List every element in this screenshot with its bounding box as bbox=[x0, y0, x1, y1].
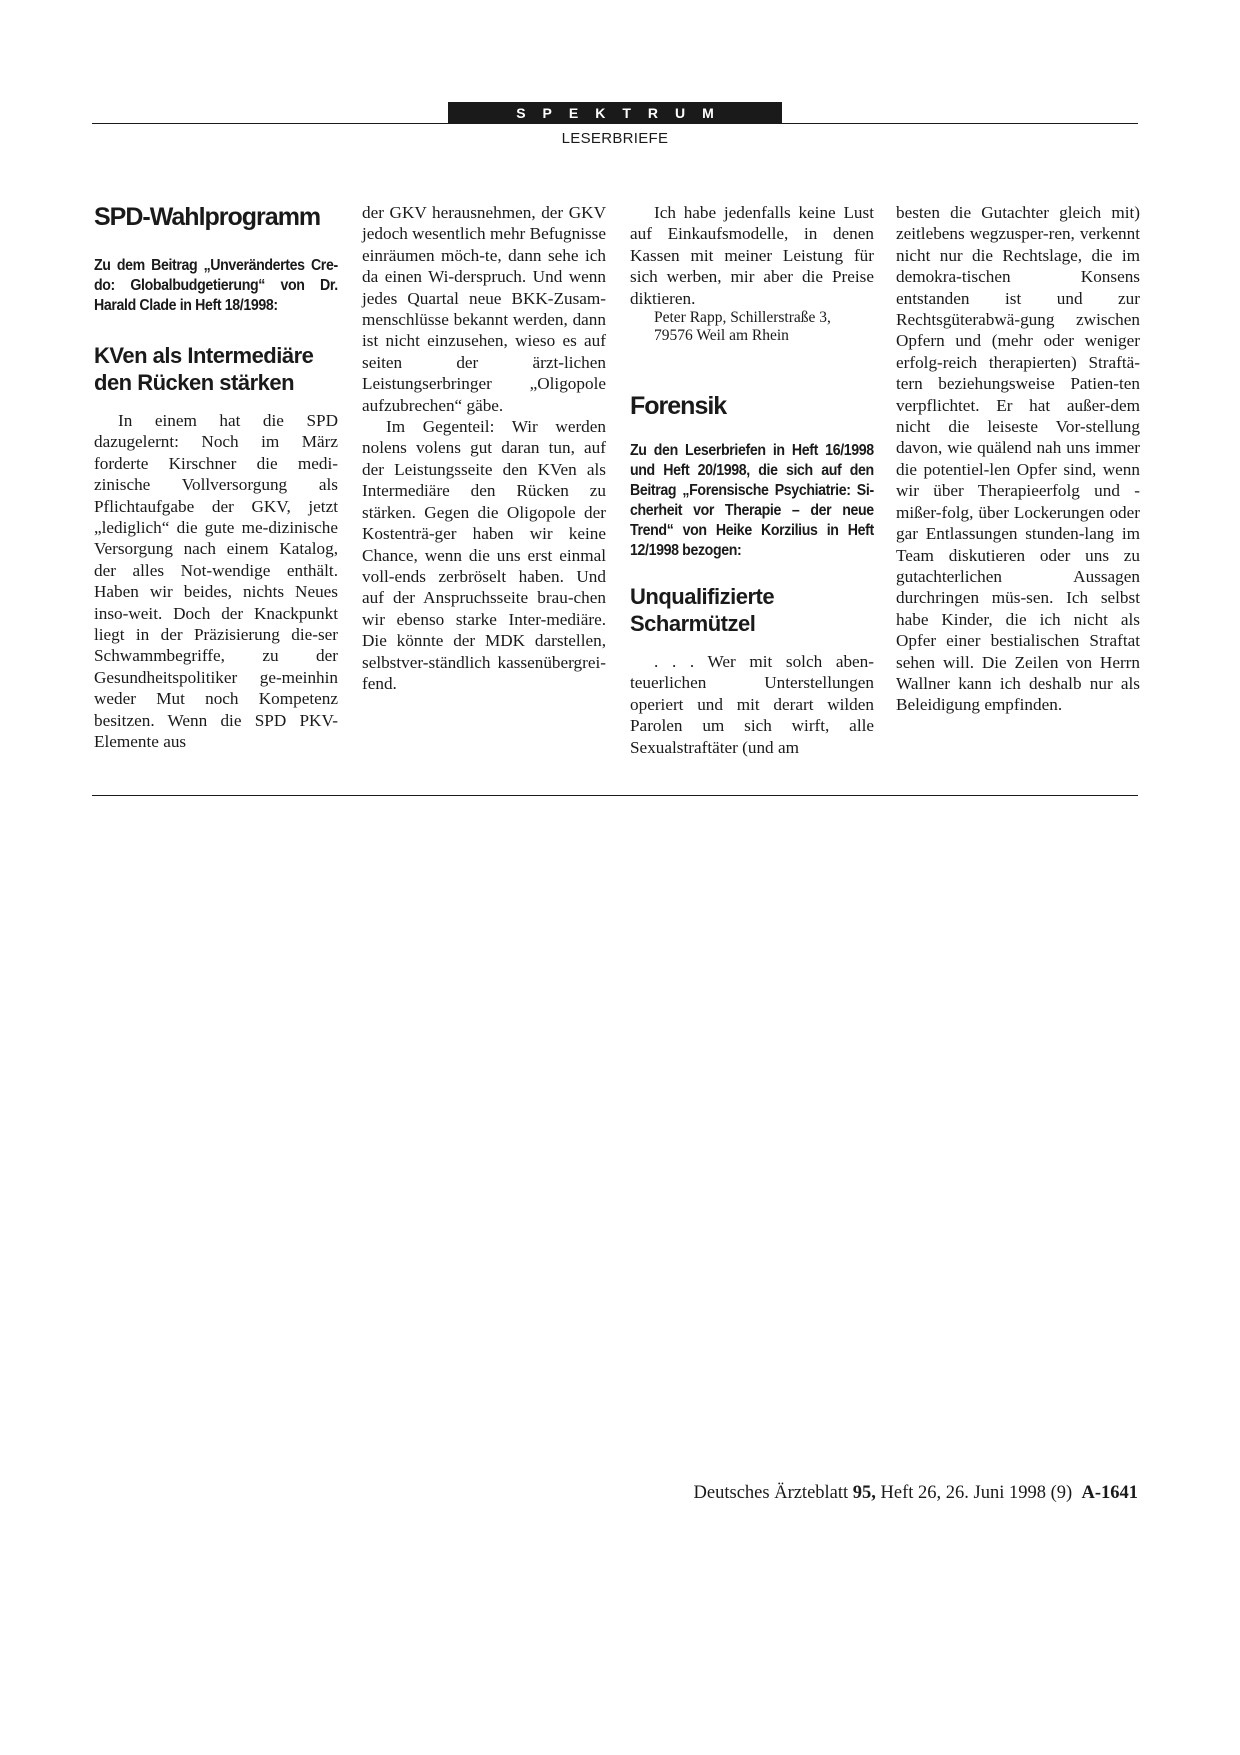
column-4 bbox=[896, 202, 1140, 716]
page-footer bbox=[694, 1483, 1138, 1504]
content-bottom-rule bbox=[92, 795, 1138, 796]
footer-journal: Deutsches Ärzteblatt bbox=[693, 1483, 849, 1503]
article-intro-spd: Zu dem Beitrag „Unverändertes Cre-do: Globalbudgetierung“ von Dr. Harald Clade in Heft 18/1998: bbox=[94, 257, 338, 314]
article-intro-forensik: Zu den Leserbriefen in Heft 16/1998 und Heft 20/1998, die sich auf den Beitrag „Forensische Psychiatrie: Si-cherheit vor Therapie – der neue Trend“ von Heike Korzilius in Heft 12/1998 bezogen: bbox=[630, 442, 874, 560]
letter-body-forensik-part1: . . . Wer mit solch aben-teuerlichen Unterstellungen operiert und mit derart wilden Parolen um sich wirft, alle Sexualstraftäter (und am bbox=[630, 652, 874, 757]
column-1 bbox=[94, 202, 338, 753]
letter-signature-line1: Peter Rapp, Schillerstraße 3, bbox=[654, 309, 831, 327]
letter-body-spd-part2: der GKV herausnehmen, der GKV jedoch wesentlich mehr Befugnisse einräumen möch-te, dann sehe ich da einen Wi-derspruch. Und wenn jedes Quartal neue BKK-Zusam-menschlüsse bekannt werden, dann ist nicht einzusehen, wieso es auf seiten der ärzt-lichen Leistungserbringer „Oligopole aufzubrechen“ gäbe. bbox=[362, 203, 606, 415]
letter-body-spd-part1: In einem hat die SPD dazugelernt: Noch im März forderte Kirschner die medi-zinische Vollversorgung als Pflichtaufgabe der GKV, jetzt „lediglich“ die gute me-dizinische Versorgung nach einem Katalog, der alles Not-wendige enthält. Haben wir beides, nichts Neues inso-weit. Doch der Knackpunkt liegt in der Präzisierung die-ser Schwammbegriffe, zu der Gesundheitspolitiker ge-meinhin weder Mut noch Kompetenz besitzen. Wenn die SPD PKV-Elemente aus bbox=[94, 411, 338, 752]
article-title-forensik: Forensik bbox=[630, 392, 727, 421]
section-header-spektrum: SPEKTRUM bbox=[448, 102, 782, 124]
column-2 bbox=[362, 202, 606, 694]
article-title-spd-wahlprogramm: SPD-Wahlprogramm bbox=[94, 203, 321, 231]
footer-issue: Heft 26, 26. Juni 1998 (9) bbox=[880, 1483, 1073, 1503]
column-3 bbox=[630, 202, 874, 758]
letter-body-spd-part4: Ich habe jedenfalls keine Lust auf Einkaufsmodelle, in denen Kassen mit meiner Leistung für sich werben, mir aber die Preise diktieren. bbox=[630, 203, 874, 308]
letter-subtitle-kven: KVen als Intermediäre den Rücken stärken bbox=[94, 343, 314, 395]
section-subheader-leserbriefe: LESERBRIEFE bbox=[561, 130, 669, 147]
letter-subtitle-scharmuetzel: Unqualifizierte Scharmützel bbox=[630, 584, 775, 637]
letter-signature-line2: 79576 Weil am Rhein bbox=[654, 327, 789, 345]
footer-page-number: A-1641 bbox=[1081, 1483, 1138, 1503]
header-rule bbox=[92, 123, 1138, 124]
letter-body-forensik-part2: besten die Gutachter gleich mit) zeitlebens wegzusper-ren, verkennt nicht nur die Rechtslage, die im demokra-tischen Konsens entstanden ist und zur Rechtsgüterabwä-gung zwischen Opfern und (mehr oder weniger erfolg-reich therapierten) Straftä-tern beziehungsweise Patien-ten verpflichtet. Er hat außer-dem nicht die leiseste Vor-stellung davon, wie quälend nah uns immer die potentiel-len Opfer sind, wenn wir über Therapieerfolg und -mißer-folg, über Lockerungen oder gar Entlassungen stunden-lang im Team diskutieren oder uns zu gutachterlichen Aussagen durchringen müs-sen. Ich selbst habe Kinder, die ich nicht als Opfer einer bestialischen Straftat sehen will. Die Zeilen von Herrn Wallner kann ich deshalb nur als Beleidigung empfinden. bbox=[896, 203, 1140, 715]
footer-volume: 95, bbox=[852, 1483, 876, 1503]
letter-body-spd-part3: Im Gegenteil: Wir werden nolens volens gut daran tun, auf der Leistungsseite den KVen als Intermediäre den Rücken zu stärken. Gegen die Oligopole der Kostenträ-ger haben wir keine Chance, wenn die uns erst einmal voll-ends zerbröselt haben. Und auf der Anspruchsseite brau-chen wir ebenso starke Inter-mediäre. Die könnte der MDK darstellen, selbstver-ständlich kassenübergrei-fend. bbox=[362, 417, 606, 693]
